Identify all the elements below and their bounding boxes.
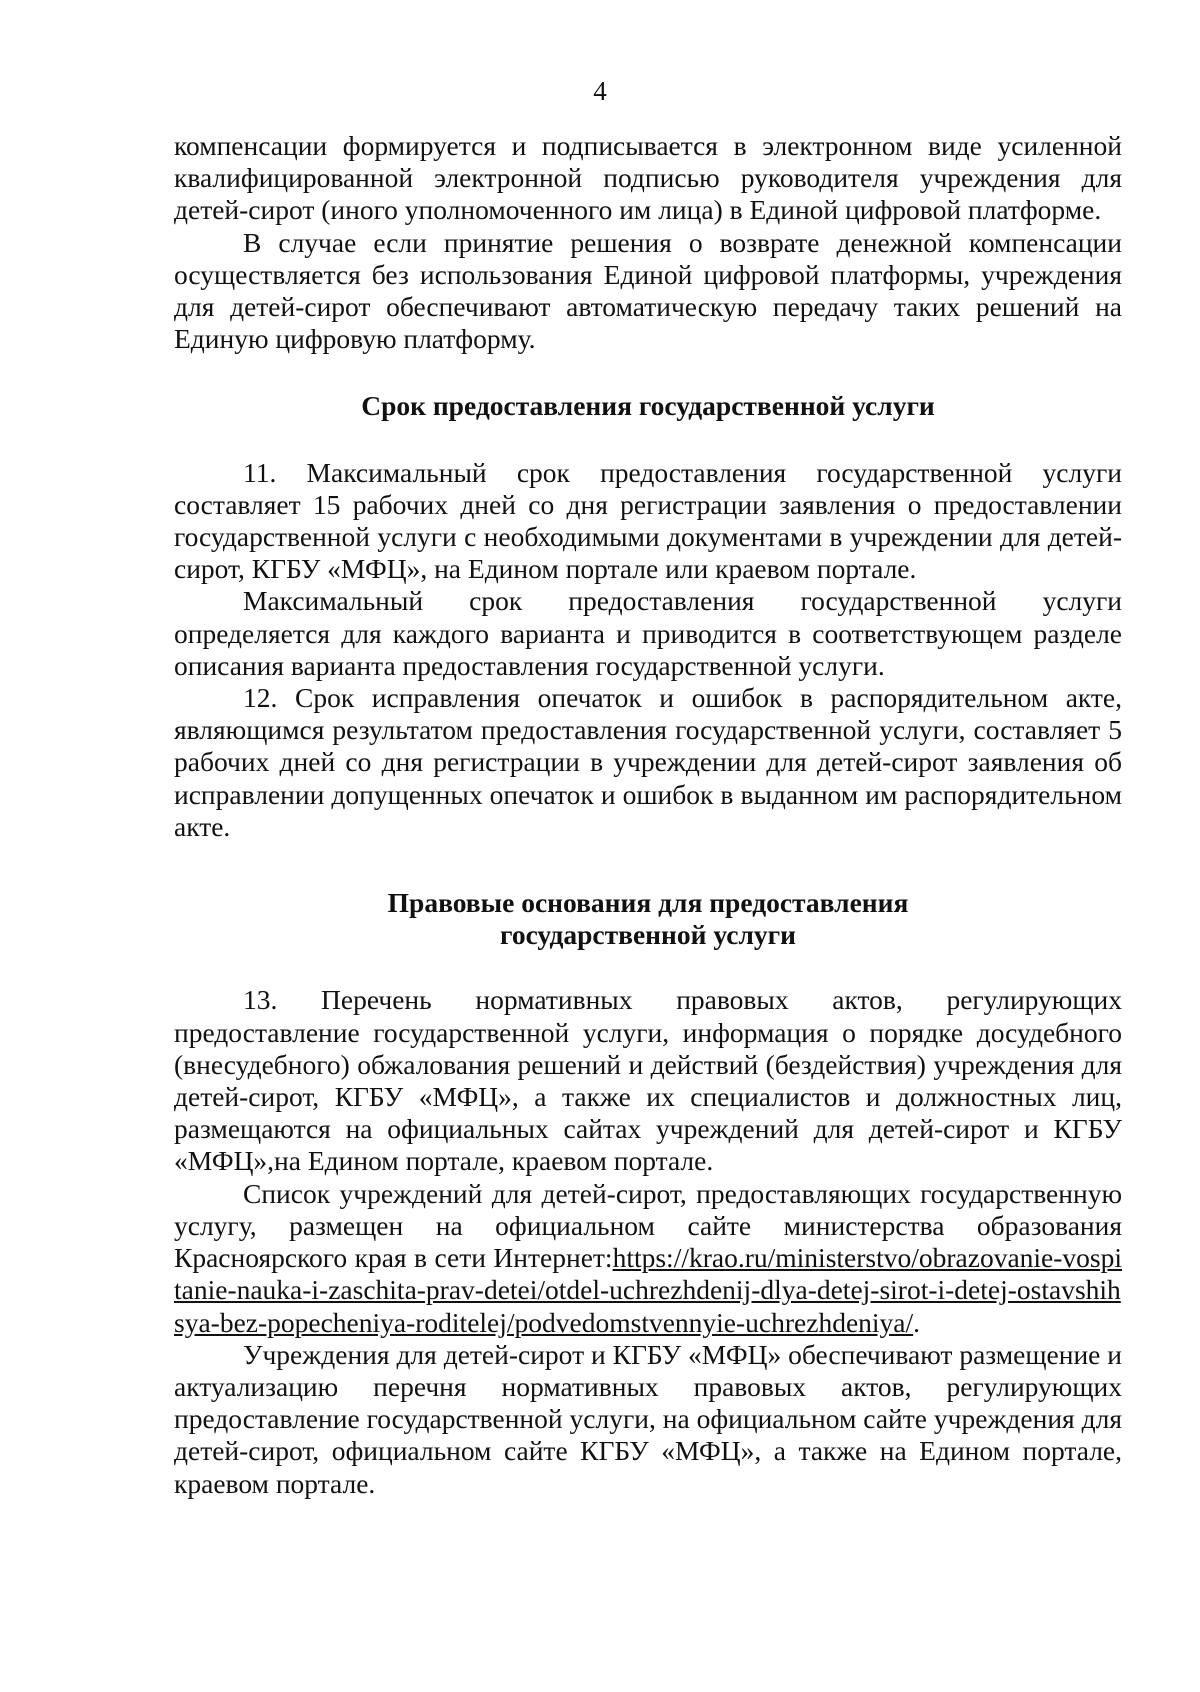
paragraph-11: 11. Максимальный срок предоставления государственной услуги составляет 15 рабочих дней со дня регистрации заявления о предоставлении государственной услуги с необходимыми документами в учреждении для детей-сирот, КГБУ «МФЦ», на Едином портале или краевом портале. [174,456,1122,585]
paragraph-last: Учреждения для детей-сирот и КГБУ «МФЦ» обеспечивают размещение и актуализацию перечня нормативных правовых актов, регулирующих предоставление государственной услуги, на официальном сайте учреждения для детей-сирот, официальном сайте КГБУ «МФЦ», а также на Едином портале, краевом портале. [174,1338,1122,1499]
heading-line-2: государственной услуги [500,919,796,951]
paragraph-list [174,1178,1122,1339]
list-end: . [913,1306,921,1338]
heading-line-1: Правовые основания для предоставления [387,887,909,919]
section-heading-term: Срок предоставления государственной услуги [361,390,935,422]
document-body [174,130,1122,1500]
ministry-link[interactable]: https://krao.ru/ministerstvo/obrazovanie-vospitanie-nauka-i-zaschita-prav-detei/otdel-uchrezhdenij-dlya-detej-sirot-i-detej-ostavshihsya-bez-popecheniya-roditelej/podvedomstvennyie-uchrezhdeniya/ [174,1242,1122,1338]
paragraph-13: 13. Перечень нормативных правовых актов, регулирующих предоставление государственной услуги, информация о порядке досудебного (внесудебного) обжалования решений и действий (бездействия) учреждения для детей-сирот, КГБУ «МФЦ», а также их специалистов и должностных лиц, размещаются на официальных сайтах учреждений для детей-сирот и КГБУ «МФЦ»,на Едином портале, краевом портале. [174,984,1122,1177]
list-text: Список учреждений для детей-сирот, предоставляющих государственную услугу, размещен на официальном сайте министерства образования Красноярского края в сети Интернет: [174,1177,1122,1274]
section-heading-legal-basis [174,887,1122,951]
page-number: 4 [593,76,607,106]
paragraph-12: 12. Срок исправления опечаток и ошибок в распорядительном акте, являющимся результатом предоставления государственной услуги, составляет 5 рабочих дней со дня регистрации в учреждении для детей-сирот заявления об исправлении допущенных опечаток и ошибок в выданном им распорядительном акте. [174,682,1122,842]
paragraph-return-decision: В случае если принятие решения о возврате денежной компенсации осуществляется без использования Единой цифровой платформы, учреждения для детей-сирот обеспечивают автоматическую передачу таких решений на Единую цифровую платформу. [174,226,1122,355]
paragraph-11-variant: Максимальный срок предоставления государственной услуги определяется для каждого варианта и приводится в соответствующем разделе описания варианта предоставления государственной услуги. [174,585,1122,681]
paragraph-continuation: компенсации формируется и подписывается в электронном виде усиленной квалифицированной электронной подписью руководителя учреждения для детей-сирот (иного уполномоченного им лица) в Единой цифровой платформе. [174,130,1122,226]
